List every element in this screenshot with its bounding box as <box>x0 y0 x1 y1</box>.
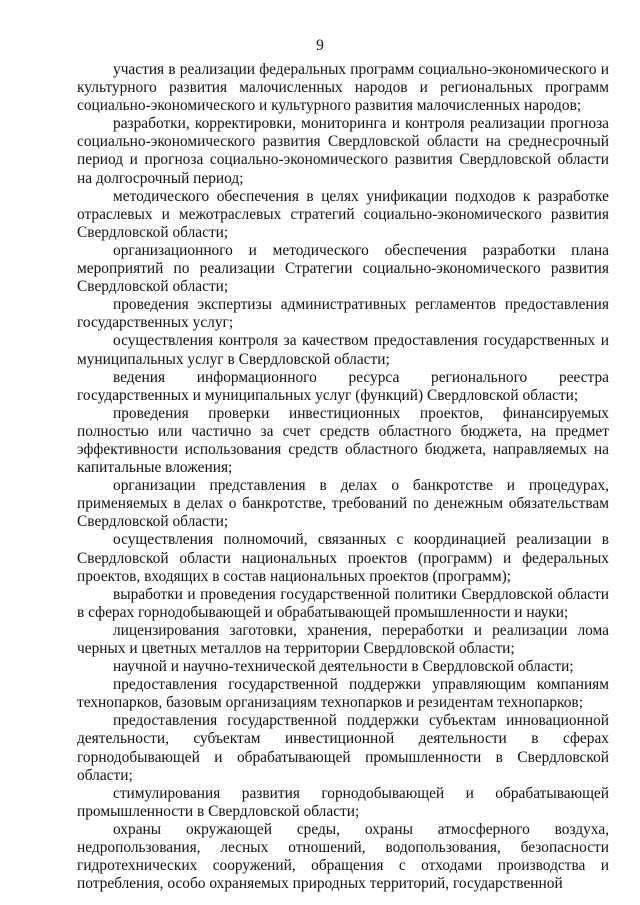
document-body <box>77 61 609 893</box>
paragraph: методического обеспечения в целях унификации подходов к разработке отраслевых и межотраслевых стратегий социально-экономического развития Свердловской области; <box>77 187 609 241</box>
paragraph: стимулирования развития горнодобывающей и обрабатывающей промышленности в Свердловской области; <box>77 784 609 820</box>
paragraph: осуществления контроля за качеством предоставления государственных и муниципальных услуг в Свердловской области; <box>77 332 609 368</box>
paragraph: выработки и проведения государственной политики Свердловской области в сферах горнодобывающей и обрабатывающей промышленности и науки; <box>77 585 609 621</box>
paragraph: предоставления государственной поддержки субъектам инновационной деятельности, субъектам инвестиционной деятельности в сферах горнодобывающей и обрабатывающей промышленности в Свердловской области; <box>77 712 609 784</box>
paragraph: проведения проверки инвестиционных проектов, финансируемых полностью или частично за счет средств областного бюджета, на предмет эффективности использования средств областного бюджета, направляемых на капитальные вложения; <box>77 404 609 477</box>
paragraph: предоставления государственной поддержки управляющим компаниям технопарков, базовым организациям технопарков и резидентам технопарков; <box>77 676 609 712</box>
paragraph: осуществления полномочий, связанных с координацией реализации в Свердловской области национальных проектов (программ) и федеральных проектов, входящих в состав национальных проектов (программ); <box>77 531 609 585</box>
paragraph: участия в реализации федеральных программ социально-экономического и культурного развития малочисленных народов и региональных программ социально-экономического и культурного развития малочисленных народов; <box>77 61 609 115</box>
page-number: 9 <box>316 37 324 54</box>
paragraph: охраны окружающей среды, охраны атмосферного воздуха, недропользования, лесных отношений, водопользования, безопасности гидротехнических сооружений, обращения с отходами производства и потребления, особо охраняемых природных территорий, государственной <box>77 820 609 893</box>
paragraph: организационного и методического обеспечения разработки плана мероприятий по реализации Стратегии социально-экономического развития Свердловской области; <box>77 241 609 296</box>
paragraph: проведения экспертизы административных регламентов предоставления государственных услуг; <box>77 296 609 332</box>
paragraph: лицензирования заготовки, хранения, переработки и реализации лома черных и цветных металлов на территории Свердловской области; <box>77 621 609 657</box>
paragraph: организации представления в делах о банкротстве и процедурах, применяемых в делах о банкротстве, требований по денежным обязательствам Свердловской области; <box>77 477 609 531</box>
paragraph: разработки, корректировки, мониторинга и контроля реализации прогноза социально-экономического развития Свердловской области на среднесрочный период и прогноза социально-экономического развития Свердловской области на долгосрочный период; <box>77 115 609 187</box>
paragraph: научной и научно-технической деятельности в Свердловской области; <box>113 658 574 676</box>
paragraph: ведения информационного ресурса регионального реестра государственных и муниципальных услуг (функций) Свердловской области; <box>77 368 609 404</box>
